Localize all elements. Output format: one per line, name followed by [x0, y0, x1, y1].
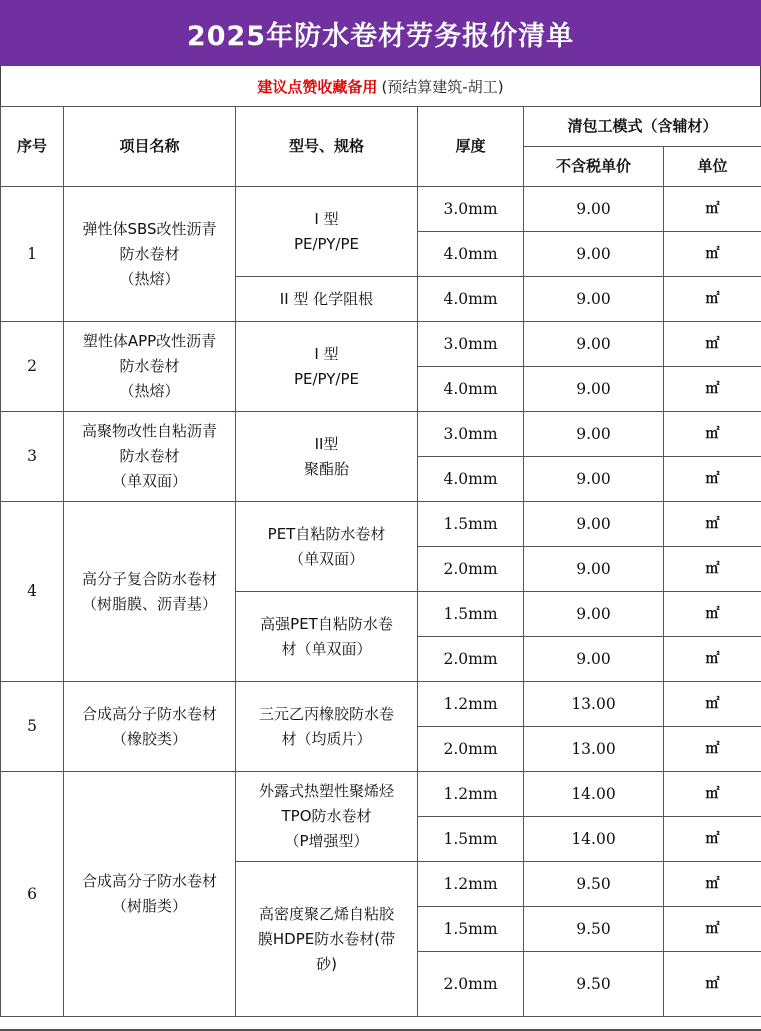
- price-cell: 9.50: [524, 952, 664, 1017]
- row-index: 3: [1, 412, 64, 502]
- thickness-cell: 1.5mm: [418, 592, 524, 637]
- item-name: [64, 682, 236, 772]
- table-row: [1, 772, 761, 817]
- model-spec: [236, 322, 418, 412]
- unit-cell: ㎡: [664, 322, 761, 367]
- model-spec: [236, 277, 418, 322]
- thickness-cell: 1.2mm: [418, 862, 524, 907]
- price-cell: 14.00: [524, 817, 664, 862]
- col-header-model: 型号、规格: [236, 107, 418, 187]
- model-spec-line: （单双面）: [288, 549, 364, 568]
- price-cell: 9.50: [524, 862, 664, 907]
- model-spec-line: 三元乙丙橡胶防水卷: [258, 704, 394, 723]
- row-index: 1: [1, 187, 64, 322]
- item-name-line: （树脂膜、沥青基）: [81, 594, 217, 613]
- subtitle: [0, 66, 761, 106]
- thickness-cell: 2.0mm: [418, 952, 524, 1017]
- item-name-line: 高聚物改性自粘沥青: [81, 422, 217, 440]
- col-header-price: 不含税单价: [524, 147, 664, 187]
- price-cell: 9.00: [524, 637, 664, 682]
- price-cell: 13.00: [524, 727, 664, 772]
- item-name-line: （单双面）: [111, 472, 187, 490]
- model-spec-line: 材（均质片）: [281, 729, 372, 748]
- model-spec: [236, 412, 418, 502]
- model-spec-line: 膜HDPE防水卷材(带: [257, 929, 396, 948]
- page-title: 2025年防水卷材劳务报价清单: [0, 0, 761, 66]
- price-table: [0, 106, 761, 1017]
- item-name-line: （热熔）: [119, 382, 180, 400]
- item-name-line: 防水卷材: [119, 447, 180, 465]
- col-header-mode: 清包工模式（含辅材）: [524, 107, 761, 147]
- price-cell: 9.00: [524, 277, 664, 322]
- unit-cell: ㎡: [664, 187, 761, 232]
- item-name-line: 弹性体SBS改性沥青: [82, 219, 217, 238]
- unit-cell: ㎡: [664, 952, 761, 1017]
- item-name-line: 防水卷材: [119, 357, 180, 375]
- unit-cell: ㎡: [664, 682, 761, 727]
- model-spec: [236, 772, 418, 862]
- item-name-line: 防水卷材: [119, 244, 180, 263]
- item-name-line: 合成高分子防水卷材: [81, 704, 217, 723]
- table-body: [1, 187, 761, 1017]
- item-name: [64, 322, 236, 412]
- unit-cell: ㎡: [664, 232, 761, 277]
- unit-cell: ㎡: [664, 637, 761, 682]
- unit-cell: ㎡: [664, 592, 761, 637]
- thickness-cell: 3.0mm: [418, 187, 524, 232]
- thickness-cell: 1.2mm: [418, 682, 524, 727]
- row-index: 2: [1, 322, 64, 412]
- col-header-index: 序号: [1, 107, 64, 187]
- thickness-cell: 1.5mm: [418, 907, 524, 952]
- model-spec-line: II 型 化学阻根: [279, 289, 374, 308]
- thickness-cell: 1.5mm: [418, 502, 524, 547]
- subtitle-note: (预结算建筑-胡工): [381, 77, 504, 96]
- subtitle-highlight: 建议点赞收藏备用: [257, 77, 378, 96]
- price-cell: 9.00: [524, 592, 664, 637]
- item-name: [64, 502, 236, 682]
- thickness-cell: 3.0mm: [418, 412, 524, 457]
- model-spec: [236, 862, 418, 1017]
- item-name-line: 合成高分子防水卷材: [81, 872, 217, 890]
- table-row: [1, 682, 761, 727]
- price-cell: 9.00: [524, 547, 664, 592]
- thickness-cell: 3.0mm: [418, 322, 524, 367]
- table-row: [1, 322, 761, 367]
- price-cell: 14.00: [524, 772, 664, 817]
- unit-cell: ㎡: [664, 502, 761, 547]
- price-cell: 9.00: [524, 412, 664, 457]
- model-spec-line: 高密度聚乙烯自粘胶: [258, 904, 394, 923]
- item-name-line: （热熔）: [119, 269, 180, 288]
- unit-cell: ㎡: [664, 772, 761, 817]
- price-cell: 9.00: [524, 457, 664, 502]
- unit-cell: ㎡: [664, 817, 761, 862]
- model-spec: [236, 592, 418, 682]
- unit-cell: ㎡: [664, 457, 761, 502]
- model-spec-line: PE/PY/PE: [293, 234, 360, 253]
- unit-cell: ㎡: [664, 907, 761, 952]
- thickness-cell: 4.0mm: [418, 457, 524, 502]
- item-name: [64, 412, 236, 502]
- price-cell: 13.00: [524, 682, 664, 727]
- unit-cell: ㎡: [664, 277, 761, 322]
- model-spec: [236, 187, 418, 277]
- item-name: [64, 187, 236, 322]
- model-spec-line: 外露式热塑性聚烯烃: [258, 782, 394, 800]
- model-spec-line: 砂): [316, 954, 337, 973]
- thickness-cell: 2.0mm: [418, 547, 524, 592]
- model-spec-line: I 型: [314, 344, 339, 363]
- item-name-line: （橡胶类）: [111, 729, 187, 748]
- model-spec-line: II型: [314, 434, 339, 453]
- thickness-cell: 4.0mm: [418, 232, 524, 277]
- row-index: 5: [1, 682, 64, 772]
- model-spec: [236, 502, 418, 592]
- model-spec-line: TPO防水卷材: [281, 807, 372, 825]
- unit-cell: ㎡: [664, 367, 761, 412]
- col-header-unit: 单位: [664, 147, 761, 187]
- unit-cell: ㎡: [664, 547, 761, 592]
- table-row: [1, 502, 761, 547]
- model-spec-line: 材（单双面）: [281, 639, 372, 658]
- model-spec-line: 聚酯胎: [303, 459, 349, 478]
- model-spec-line: （P增强型）: [284, 832, 369, 850]
- unit-cell: ㎡: [664, 412, 761, 457]
- item-name: [64, 772, 236, 1017]
- thickness-cell: 4.0mm: [418, 277, 524, 322]
- unit-cell: ㎡: [664, 862, 761, 907]
- price-cell: 9.00: [524, 187, 664, 232]
- item-name-line: 高分子复合防水卷材: [81, 569, 217, 588]
- col-header-name: 项目名称: [64, 107, 236, 187]
- model-spec-line: PET自粘防水卷材: [267, 524, 386, 543]
- thickness-cell: 4.0mm: [418, 367, 524, 412]
- row-index: 4: [1, 502, 64, 682]
- item-name-line: （树脂类）: [111, 897, 187, 915]
- price-cell: 9.50: [524, 907, 664, 952]
- thickness-cell: 2.0mm: [418, 727, 524, 772]
- model-spec-line: I 型: [314, 209, 339, 228]
- item-name-line: 塑性体APP改性沥青: [82, 332, 217, 350]
- thickness-cell: 1.2mm: [418, 772, 524, 817]
- price-cell: 9.00: [524, 367, 664, 412]
- unit-cell: ㎡: [664, 727, 761, 772]
- table-row: [1, 187, 761, 232]
- model-spec: [236, 682, 418, 772]
- thickness-cell: 2.0mm: [418, 637, 524, 682]
- col-header-thickness: 厚度: [418, 107, 524, 187]
- price-cell: 9.00: [524, 232, 664, 277]
- thickness-cell: 1.5mm: [418, 817, 524, 862]
- row-index: 6: [1, 772, 64, 1017]
- price-cell: 9.00: [524, 502, 664, 547]
- model-spec-line: PE/PY/PE: [293, 369, 360, 388]
- table-row: [1, 412, 761, 457]
- price-cell: 9.00: [524, 322, 664, 367]
- model-spec-line: 高强PET自粘防水卷: [260, 614, 393, 633]
